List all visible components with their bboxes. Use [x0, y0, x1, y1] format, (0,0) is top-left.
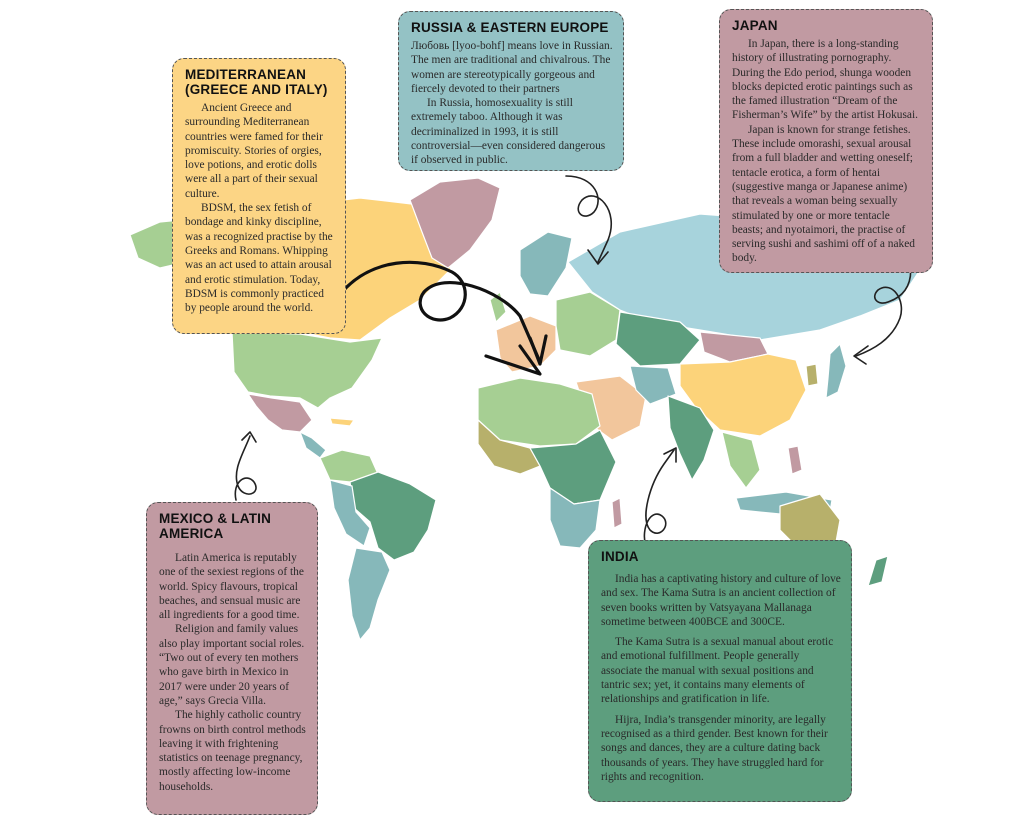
region-southeast-asia: [722, 432, 760, 488]
region-new-zealand: [868, 556, 888, 586]
russia-paragraph-1: Любовь [lyoo-bohf] means love in Russian. The men are traditional and chivalrous. The women are stereotypically gorgeous and fiercely devoted to their partners: [411, 40, 613, 95]
mediterranean-card: [172, 58, 346, 334]
mediterranean-paragraph-1: Ancient Greece and surrounding Mediterranean countries were famed for their promiscuity. Stories of orgies, love potions, and erotic dolls were all a part of their sexual culture.: [185, 102, 323, 200]
japan-card: [719, 9, 933, 273]
region-japan: [826, 344, 846, 398]
india-paragraph-3: Hijra, India’s transgender minority, are legally recognised as a third gender. Best known for their songs and dances, they are a culture dating back thousands of years. They have struggled hard for rights and recognition.: [601, 713, 828, 783]
russia-paragraph-2: In Russia, homosexuality is still extremely taboo. Although it was decriminalized in 1993, it is still controversial—even considered dangerous if observed in public.: [411, 97, 606, 167]
arrow-japan-head: [854, 346, 868, 364]
region-brazil: [350, 472, 436, 560]
mediterranean-paragraph-2: BDSM, the sex fetish of bondage and kinky discipline, was a recognized practise by the Greeks and Romans. Whipping was an act used to attain arousal and erotic stimulation. Today, BDSM is commonly practiced by people around the world.: [185, 202, 333, 315]
india-card: [588, 540, 852, 802]
region-central-america: [300, 432, 326, 458]
region-madagascar: [612, 498, 622, 528]
japan-paragraph-2: Japan is known for strange fetishes. These include omorashi, sexual arousal from a full bladder and wetting oneself; tentacle erotica, a form of hentai (suggestive manga or Japanese anime) that reveals a woman being sexually stimulated by one or more tentacle beasts; and nyotaimori, the practise of serving sushi and sashimi off of a naked body.: [732, 123, 915, 265]
mexico-card: [146, 502, 318, 815]
mexico-paragraph-3: The highly catholic country frowns on birth control methods leaving it with frightening statistics on teenage pregnancy, mostly affecting low-income households.: [159, 709, 306, 793]
region-korea: [806, 364, 818, 386]
mexico-paragraph-2: Religion and family values also play important social roles. “Two out of every ten mothers who gave birth in Mexico in 2017 were under 20 years of age,” says Grecia Villa.: [159, 623, 305, 707]
region-argentina: [348, 548, 390, 640]
mexico-paragraph-1: Latin America is reputably one of the sexiest regions of the world. Spicy flavours, tropical beaches, and sensual music are all ingredients for a good time.: [159, 552, 304, 622]
russia-title: RUSSIA & EASTERN EUROPE: [411, 20, 609, 35]
india-paragraph-1: India has a captivating history and culture of love and sex. The Kama Sutra is an ancient collection of seven books written by Vatsyayana Mallanaga sometime between 400BCE and 300CE.: [601, 573, 841, 628]
india-paragraph-2: The Kama Sutra is a sexual manual about erotic and emotional fulfillment. People generally associate the manual with sexual positions and tantric sex; yet, it contains many elements of relationships and gratification in life.: [601, 636, 834, 706]
mexico-title: MEXICO & LATIN AMERICA: [159, 511, 272, 541]
region-philippines: [788, 446, 802, 474]
india-title: INDIA: [601, 549, 639, 564]
arrow-india: [644, 450, 674, 548]
region-scandinavia: [520, 232, 572, 296]
russia-card: [398, 11, 624, 171]
arrow-mexico: [235, 436, 256, 500]
mediterranean-title: MEDITERRANEAN (GREECE AND ITALY): [185, 67, 328, 97]
region-cuba: [330, 418, 354, 426]
japan-paragraph-1: In Japan, there is a long-standing history of illustrating pornography. During the Edo period, shunga wooden blocks depicted erotic paintings such as the famed illustration “Dream of the Fisherman’s Wife” by the artist Hokusai.: [732, 38, 918, 122]
arrow-russia: [566, 176, 611, 262]
japan-title: JAPAN: [732, 18, 778, 33]
